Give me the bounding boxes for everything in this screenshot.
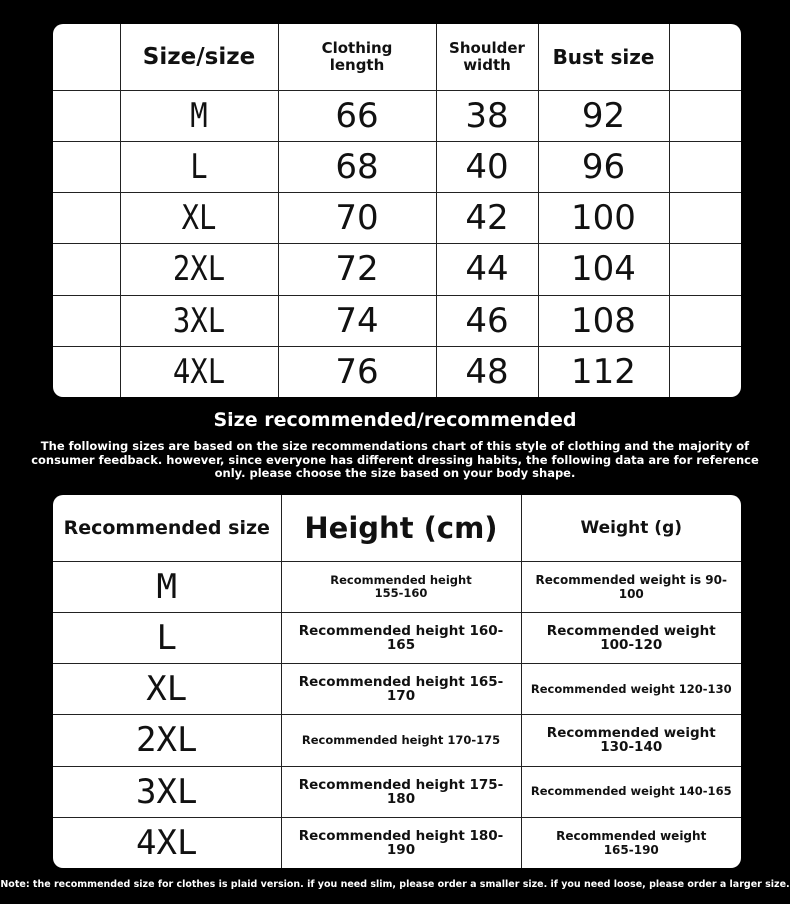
size-cell: L xyxy=(132,141,266,192)
table-row xyxy=(53,715,741,766)
bust-cell: 92 xyxy=(538,90,669,141)
height-text-line1: Recommended height 160-165 xyxy=(298,622,504,653)
weight-text-line1: Recommended weight 140-165 xyxy=(530,784,732,799)
size-cell: 3XL xyxy=(53,766,281,817)
blank-cell xyxy=(53,346,120,397)
blank-cell xyxy=(669,193,741,244)
shoulder-cell: 42 xyxy=(436,193,538,244)
blank-cell xyxy=(669,244,741,295)
table-row xyxy=(53,193,741,244)
blank-cell xyxy=(669,90,741,141)
bust-cell: 112 xyxy=(538,346,669,397)
weight-cell xyxy=(521,715,741,766)
weight-cell xyxy=(521,612,741,663)
weight-text-line2: 100-120 xyxy=(600,636,663,653)
weight-text-line1: Recommended weight xyxy=(556,828,707,843)
weight-text-line2: 130-140 xyxy=(600,739,663,756)
blank-cell xyxy=(53,90,120,141)
weight-text-line1: Recommended weight 120-130 xyxy=(530,681,732,696)
length-cell: 70 xyxy=(278,193,436,244)
weight-cell xyxy=(521,561,741,612)
size-cell: M xyxy=(132,90,266,141)
height-cell xyxy=(281,817,521,868)
weight-text-line2: 165-190 xyxy=(603,842,659,857)
table-row xyxy=(53,244,741,295)
clothing-length-column-header xyxy=(278,24,436,90)
size-cell: M xyxy=(53,561,281,612)
blank-cell xyxy=(53,24,120,90)
bust-cell: 108 xyxy=(538,295,669,346)
blank-cell xyxy=(53,141,120,192)
table-row xyxy=(53,612,741,663)
clothing-length-header-line2: length xyxy=(329,55,385,74)
bust-cell: 100 xyxy=(538,193,669,244)
size-cell: XL xyxy=(53,664,281,715)
blank-cell xyxy=(53,244,120,295)
height-text-line1: Recommended height 175-180 xyxy=(298,776,504,807)
recommendation-table xyxy=(53,495,741,868)
size-cell: XL xyxy=(132,193,266,244)
size-cell: L xyxy=(53,612,281,663)
recommendation-description: The following sizes are based on the size recommendations chart of this style of clothing and the majority of consumer feedback. however, since everyone has different dressing habits, the following data are for reference only. please choose the size based on your body shape. xyxy=(31,439,759,480)
height-cell xyxy=(281,766,521,817)
size-cell: 2XL xyxy=(132,244,266,295)
size-chart-card xyxy=(53,24,741,397)
recommended-size-column-header: Recommended size xyxy=(53,495,281,561)
size-column-header: Size/size xyxy=(120,24,278,90)
table-row xyxy=(53,141,741,192)
height-text-line1: Recommended height 170-175 xyxy=(301,732,501,747)
blank-cell xyxy=(53,193,120,244)
weight-text-line1: Recommended weight is 90-100 xyxy=(535,572,727,601)
table-row xyxy=(53,766,741,817)
bust-cell: 104 xyxy=(538,244,669,295)
height-text-line1: Recommended height 180-190 xyxy=(298,827,504,858)
table-row xyxy=(53,561,741,612)
height-text-line1: Recommended height xyxy=(330,572,472,587)
height-cell xyxy=(281,612,521,663)
bust-cell: 96 xyxy=(538,141,669,192)
height-cell xyxy=(281,561,521,612)
length-cell: 74 xyxy=(278,295,436,346)
shoulder-cell: 44 xyxy=(436,244,538,295)
size-cell: 4XL xyxy=(132,346,266,397)
size-chart-header-row xyxy=(53,24,741,90)
height-column-header: Height (cm) xyxy=(281,495,521,561)
weight-cell xyxy=(521,766,741,817)
weight-text-line1: Recommended weight xyxy=(546,725,716,742)
blank-cell xyxy=(669,346,741,397)
shoulder-cell: 46 xyxy=(436,295,538,346)
blank-cell xyxy=(53,295,120,346)
length-cell: 68 xyxy=(278,141,436,192)
bust-size-column-header: Bust size xyxy=(538,24,669,90)
weight-column-header: Weight (g) xyxy=(521,495,741,561)
table-row xyxy=(53,346,741,397)
table-row xyxy=(53,664,741,715)
length-cell: 66 xyxy=(278,90,436,141)
height-text-line2: 155-160 xyxy=(374,585,428,600)
blank-cell xyxy=(669,24,741,90)
blank-cell xyxy=(669,295,741,346)
clothing-length-header-line1: Clothing xyxy=(321,38,393,57)
height-cell xyxy=(281,664,521,715)
recommendation-header-row xyxy=(53,495,741,561)
size-cell: 2XL xyxy=(53,715,281,766)
shoulder-cell: 48 xyxy=(436,346,538,397)
table-row xyxy=(53,295,741,346)
height-cell xyxy=(281,715,521,766)
blank-cell xyxy=(669,141,741,192)
shoulder-cell: 40 xyxy=(436,141,538,192)
length-cell: 72 xyxy=(278,244,436,295)
recommendation-title: Size recommended/recommended xyxy=(213,409,577,431)
weight-cell xyxy=(521,664,741,715)
shoulder-cell: 38 xyxy=(436,90,538,141)
height-text-line1: Recommended height 165-170 xyxy=(298,674,504,705)
recommendation-card xyxy=(53,495,741,868)
table-row xyxy=(53,90,741,141)
footer-note: Note: the recommended size for clothes is plaid version. if you need slim, please order a smaller size. if you need loose, please order a larger size. xyxy=(0,879,790,890)
weight-text-line1: Recommended weight xyxy=(546,622,716,639)
shoulder-width-header-line2: width xyxy=(463,55,511,74)
size-chart-table xyxy=(53,24,741,397)
weight-cell xyxy=(521,817,741,868)
length-cell: 76 xyxy=(278,346,436,397)
shoulder-width-column-header xyxy=(436,24,538,90)
size-cell: 3XL xyxy=(132,295,266,346)
shoulder-width-header-line1: Shoulder xyxy=(449,38,525,57)
size-cell: 4XL xyxy=(53,817,281,868)
table-row xyxy=(53,817,741,868)
